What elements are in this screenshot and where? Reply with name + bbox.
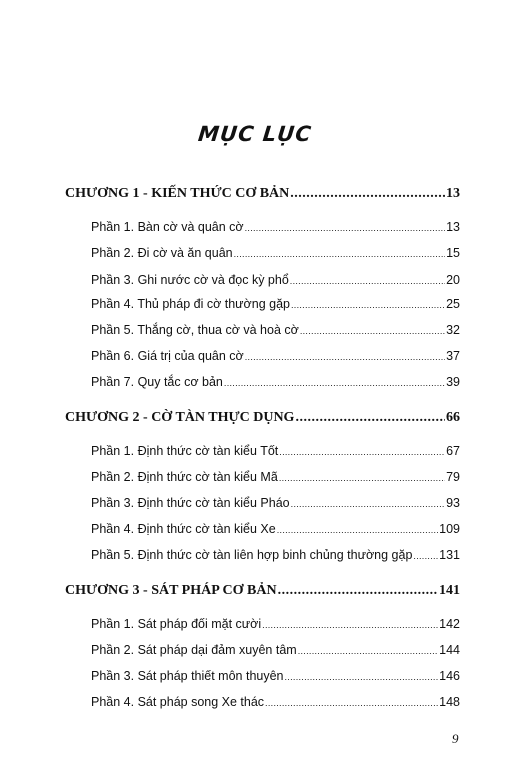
dot-leader <box>298 646 438 656</box>
entry-title: Phần 4. Thủ pháp đi cờ thường gặp <box>91 297 290 311</box>
entry-page: 13 <box>446 220 460 234</box>
entry-page: 144 <box>439 643 460 657</box>
dot-leader <box>285 672 439 682</box>
dot-leader <box>291 300 445 310</box>
entry-page: 39 <box>446 375 460 389</box>
entry-title: Phần 1. Bàn cờ và quân cờ <box>91 220 244 234</box>
dot-leader <box>291 499 445 509</box>
chapter-page: 66 <box>446 410 460 425</box>
entry-page: 148 <box>439 695 460 709</box>
toc-chapter-2[interactable] <box>65 410 460 426</box>
dot-leader <box>278 583 438 599</box>
entry-page: 109 <box>439 522 460 536</box>
entry-title: Phần 6. Giá trị của quân cờ <box>91 349 244 363</box>
entry-title: Phần 1. Sát pháp đối mặt cười <box>91 617 262 631</box>
dot-leader <box>413 551 438 561</box>
toc-entry[interactable] <box>91 273 460 287</box>
dot-leader <box>262 620 438 630</box>
dot-leader <box>300 326 445 336</box>
entry-title: Phần 5. Định thức cờ tàn liên hợp binh chủng thường gặp <box>91 548 413 562</box>
toc-entry[interactable] <box>91 669 460 683</box>
toc-chapter-3[interactable] <box>65 583 460 599</box>
entry-title: Phần 3. Định thức cờ tàn kiểu Pháo <box>91 496 290 510</box>
entry-title: Phần 2. Sát pháp dại đảm xuyên tâm <box>91 643 297 657</box>
toc-entry[interactable] <box>91 375 460 389</box>
dot-leader <box>245 352 445 362</box>
entry-title: Phần 4. Sát pháp song Xe thác <box>91 695 265 709</box>
chapter-page: 13 <box>446 186 460 201</box>
entry-page: 146 <box>439 669 460 683</box>
entry-page: 37 <box>446 349 460 363</box>
page-number: 9 <box>452 731 459 746</box>
dot-leader <box>290 186 445 202</box>
chapter-title: CHƯƠNG 2 - CỜ TÀN THỰC DỤNG <box>65 410 295 425</box>
entry-title: Phần 1. Định thức cờ tàn kiểu Tốt <box>91 444 279 458</box>
entry-page: 79 <box>446 470 460 484</box>
dot-leader <box>265 698 438 708</box>
dot-leader <box>224 378 445 388</box>
entry-page: 32 <box>446 323 460 337</box>
entry-title: Phần 2. Định thức cờ tàn kiểu Mã <box>91 470 278 484</box>
entry-page: 93 <box>446 496 460 510</box>
dot-leader <box>277 525 438 535</box>
dot-leader <box>234 249 445 259</box>
entry-page: 20 <box>446 273 460 287</box>
page-title: MỤC LỤC <box>196 122 314 146</box>
entry-title: Phần 4. Định thức cờ tàn kiểu Xe <box>91 522 276 536</box>
entry-page: 142 <box>439 617 460 631</box>
entry-title: Phần 7. Quy tắc cơ bản <box>91 375 223 389</box>
toc-entry[interactable] <box>91 548 460 562</box>
entry-title: Phần 3. Sát pháp thiết môn thuyên <box>91 669 284 683</box>
dot-leader <box>295 410 445 426</box>
entry-page: 131 <box>439 548 460 562</box>
dot-leader <box>279 473 445 483</box>
chapter-title: CHƯƠNG 3 - SÁT PHÁP CƠ BẢN <box>65 583 277 598</box>
entry-title: Phần 5. Thắng cờ, thua cờ và hoà cờ <box>91 323 299 337</box>
toc-entry[interactable] <box>91 220 460 234</box>
toc-entry[interactable] <box>91 444 460 458</box>
dot-leader <box>290 276 445 286</box>
toc-entry[interactable] <box>91 246 460 260</box>
toc-entry[interactable] <box>91 695 460 709</box>
chapter-page: 141 <box>439 583 460 598</box>
toc-entry[interactable] <box>91 522 460 536</box>
dot-leader <box>279 447 445 457</box>
toc-entry[interactable] <box>91 349 460 363</box>
entry-page: 15 <box>446 246 460 260</box>
toc-entry[interactable] <box>91 496 460 510</box>
entry-page: 67 <box>446 444 460 458</box>
dot-leader <box>245 223 445 233</box>
toc-entry[interactable] <box>91 470 460 484</box>
toc-chapter-1[interactable] <box>65 186 460 202</box>
entry-title: Phần 3. Ghi nước cờ và đọc kỳ phổ <box>91 273 289 287</box>
chapter-title: CHƯƠNG 1 - KIẾN THỨC CƠ BẢN <box>65 186 290 201</box>
entry-page: 25 <box>446 297 460 311</box>
toc-entry[interactable] <box>91 617 460 631</box>
toc-entry[interactable] <box>91 643 460 657</box>
toc-entry[interactable] <box>91 323 460 337</box>
entry-title: Phần 2. Đi cờ và ăn quân <box>91 246 233 260</box>
toc-entry[interactable] <box>91 297 460 311</box>
